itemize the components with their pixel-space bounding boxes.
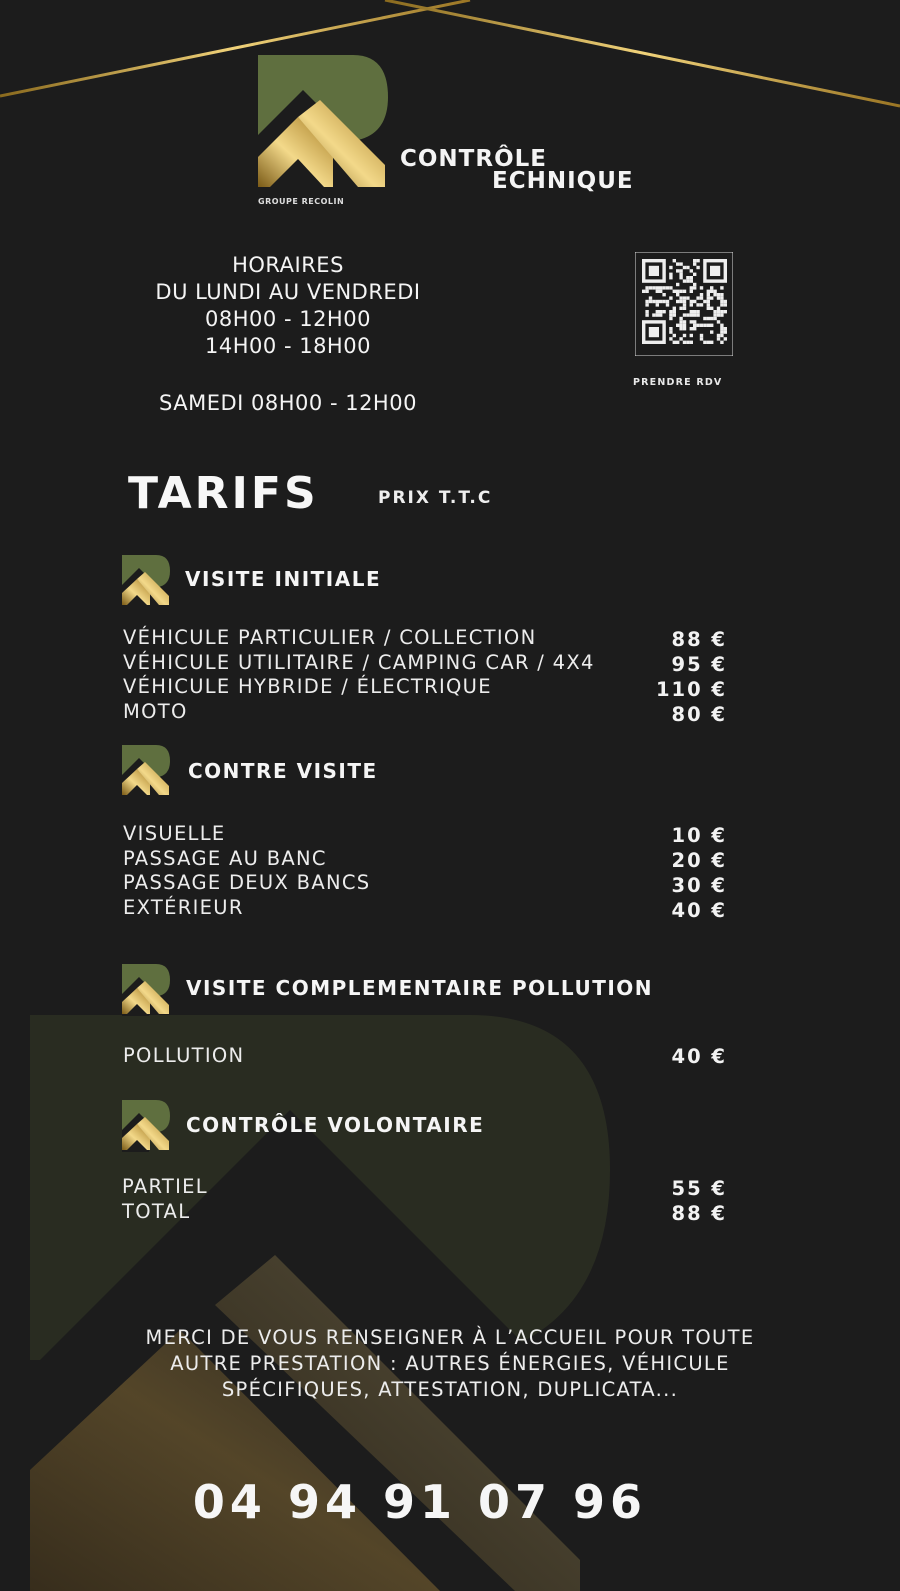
tarifs-title: TARIFS [128,468,319,519]
section-logo-icon [122,745,172,797]
section-title-pollution: VISITE COMPLEMENTAIRE POLLUTION [186,976,654,1000]
qr-code[interactable] [635,252,733,356]
item-label: VÉHICULE UTILITAIRE / CAMPING CAR / 4X4 [123,650,595,674]
section-prices-contre-visite [617,823,727,923]
section-logo-icon [122,1100,172,1152]
hours-heading: HORAIRES [232,253,344,277]
footer-line: MERCI DE VOUS RENSEIGNER À L’ACCUEIL POUR TOUTE [145,1326,755,1349]
section-logo-icon [122,964,172,1016]
item-price: 40 € [671,1045,727,1068]
item-price: 95 € [671,653,727,676]
phone-number[interactable]: 04 94 91 07 96 [192,1475,648,1529]
item-label: VÉHICULE HYBRIDE / ÉLECTRIQUE [123,675,492,698]
item-label: MOTO [123,699,188,723]
section-prices-pollution [617,1044,727,1069]
section-prices-controle-volontaire [617,1176,727,1226]
section-items-contre-visite [123,822,370,920]
section-title-controle-volontaire: CONTRÔLE VOLONTAIRE [186,1113,485,1137]
hours-weekdays: DU LUNDI AU VENDREDI [155,280,421,304]
item-price: 30 € [671,874,727,897]
item-price: 55 € [671,1177,727,1200]
item-price: 88 € [671,1202,727,1225]
section-prices-visite-initiale [617,627,727,727]
item-price: 10 € [671,824,727,847]
qr-caption: PRENDRE RDV [633,377,723,388]
hours-morning: 08H00 - 12H00 [205,307,371,331]
item-label: POLLUTION [123,1044,245,1067]
item-label: PASSAGE DEUX BANCS [123,871,371,894]
brand-group-label: GROUPE RECOLIN [258,197,345,206]
brand-title-line2: ECHNIQUE [492,168,634,194]
item-price: 110 € [655,678,727,701]
opening-hours [128,252,448,360]
item-label: VÉHICULE PARTICULIER / COLLECTION [123,626,537,649]
item-label: PASSAGE AU BANC [123,846,327,870]
item-price: 88 € [671,628,727,651]
item-price: 80 € [671,703,727,726]
item-label: PARTIEL [122,1175,208,1198]
item-price: 40 € [671,899,727,922]
hours-afternoon: 14H00 - 18H00 [205,334,371,358]
footer-note [90,1325,810,1403]
brand-logo [258,55,393,195]
section-title-contre-visite: CONTRE VISITE [188,759,378,783]
tarifs-subtitle: PRIX T.T.C [378,488,493,508]
section-items-visite-initiale [123,626,595,724]
item-label: VISUELLE [123,822,226,845]
item-price: 20 € [671,849,727,872]
hours-saturday: SAMEDI 08H00 - 12H00 [159,391,417,415]
footer-line: AUTRE PRESTATION : AUTRES ÉNERGIES, VÉHICULE [170,1352,730,1375]
section-items-controle-volontaire [122,1175,208,1224]
section-title-visite-initiale: VISITE INITIALE [185,567,382,591]
item-label: TOTAL [122,1199,191,1223]
footer-line: SPÉCIFIQUES, ATTESTATION, DUPLICATA... [221,1378,679,1401]
gold-line-left [0,0,470,96]
brand-title-line1: CONTRÔLE [400,146,547,172]
gold-line-right [385,0,900,106]
section-logo-icon [122,555,172,607]
item-label: EXTÉRIEUR [123,895,244,919]
section-items-pollution [123,1044,244,1069]
